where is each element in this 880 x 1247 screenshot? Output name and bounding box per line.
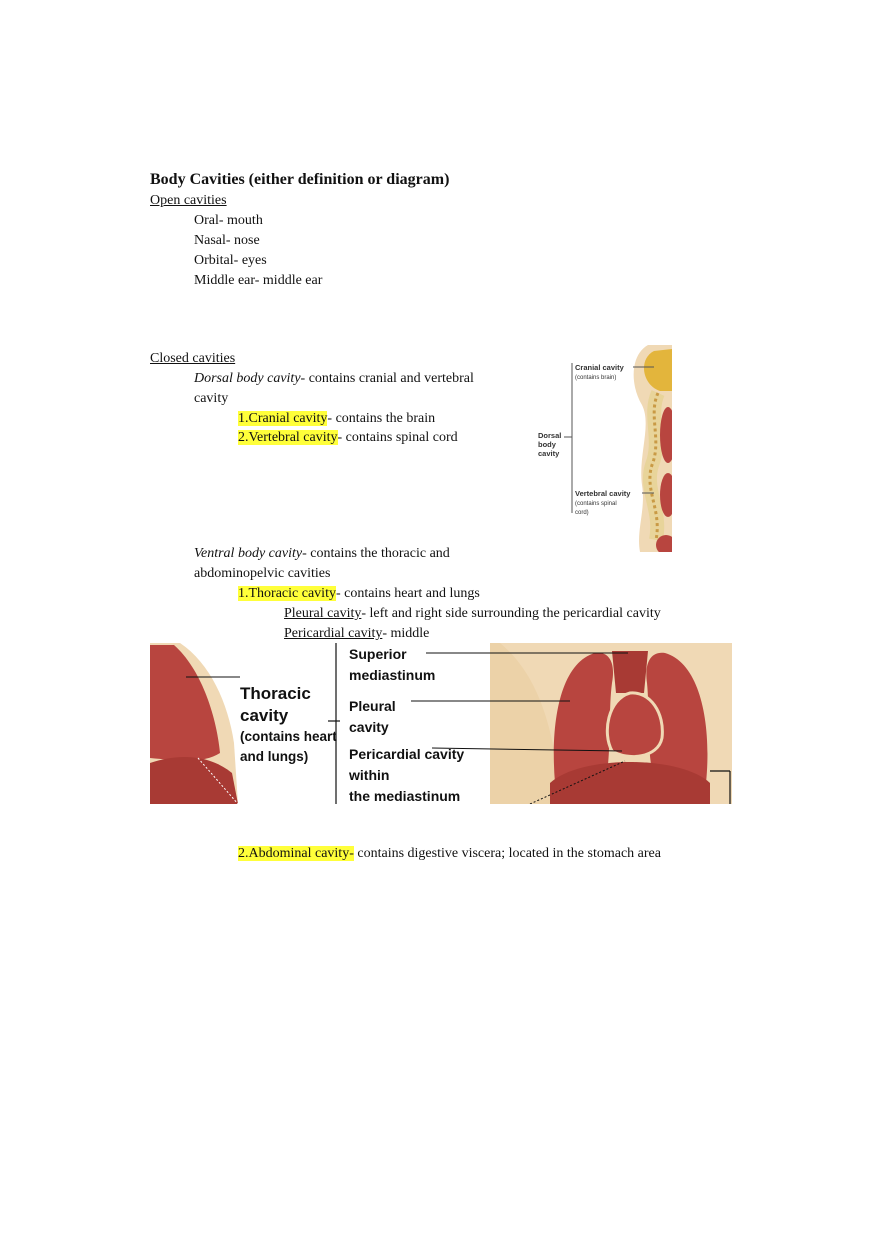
dorsal-label-2: body xyxy=(538,440,556,449)
ventral-line xyxy=(194,545,450,563)
abdominal-desc: contains digestive viscera; located in the stomach area xyxy=(353,846,661,861)
dorsal-desc: - contains cranial and vertebral xyxy=(300,371,474,386)
list-item: Middle ear- middle ear xyxy=(194,273,323,288)
abdominal-line xyxy=(238,845,661,863)
closed-cavities-heading: Closed cavities xyxy=(150,351,236,366)
pleural-term: Pleural cavity xyxy=(284,606,362,621)
vertebral-term: 2.Vertebral cavity xyxy=(238,430,338,445)
thoracic-label-1: Thoracic xyxy=(240,684,311,703)
ventral-desc: - contains the thoracic and xyxy=(302,546,450,561)
pericardial-term: Pericardial cavity xyxy=(284,626,383,641)
list-item: Oral- mouth xyxy=(194,213,263,228)
pericardial-label-1: Pericardial cavity xyxy=(349,746,465,762)
thoracic-cavity-figure xyxy=(150,643,732,804)
cranial-cavity-label: Cranial cavity xyxy=(575,363,624,372)
dorsal-term: Dorsal body cavity xyxy=(194,371,301,386)
dorsal-label-1: Dorsal xyxy=(538,431,562,440)
dorsal-cavity-figure xyxy=(530,345,672,552)
vertebral-cavity-label: Vertebral cavity xyxy=(575,489,631,498)
vertebral-cavity-sub-2: cord) xyxy=(575,510,589,516)
thoracic-label-4: and lungs) xyxy=(240,749,309,764)
thoracic-term: 1.Thoracic cavity xyxy=(238,586,336,601)
pleural-line xyxy=(284,605,661,623)
pleural-label-1: Pleural xyxy=(349,698,396,714)
thoracic-line xyxy=(238,585,480,603)
cranial-cavity-sub: (contains brain) xyxy=(575,375,617,381)
pleural-label-2: cavity xyxy=(349,719,389,735)
pleural-desc: - left and right side surrounding the pericardial cavity xyxy=(361,606,661,621)
ventral-term: Ventral body cavity xyxy=(194,546,303,561)
pericardial-label-2: within xyxy=(349,767,390,783)
thoracic-label-2: cavity xyxy=(240,706,289,725)
dorsal-label-3: cavity xyxy=(538,449,560,458)
vertebral-line xyxy=(238,429,458,447)
list-item: Nasal- nose xyxy=(194,233,260,248)
abdominal-term: 2.Abdominal cavity- xyxy=(238,846,354,861)
pericardial-desc: - middle xyxy=(382,626,430,641)
page-title: Body Cavities (either definition or diagram) xyxy=(150,171,450,188)
list-item: Orbital- eyes xyxy=(194,253,267,268)
cranial-line xyxy=(238,410,435,428)
superior-label-1: Superior xyxy=(349,646,407,662)
dorsal-line-2: cavity xyxy=(194,391,229,406)
thoracic-label-3: (contains heart xyxy=(240,729,337,744)
pericardial-label-3: the mediastinum xyxy=(349,788,461,804)
thoracic-desc: - contains heart and lungs xyxy=(335,586,480,601)
open-cavities-heading: Open cavities xyxy=(150,193,227,208)
vertebral-cavity-sub-1: (contains spinal xyxy=(575,501,617,507)
dorsal-line xyxy=(194,370,474,388)
pericardial-line xyxy=(284,625,429,643)
superior-label-2: mediastinum xyxy=(349,667,436,683)
ventral-line-2: abdominopelvic cavities xyxy=(194,566,331,581)
cranial-term: 1.Cranial cavity xyxy=(238,411,328,426)
vertebral-desc: - contains spinal cord xyxy=(337,430,458,445)
cranial-desc: - contains the brain xyxy=(327,411,436,426)
